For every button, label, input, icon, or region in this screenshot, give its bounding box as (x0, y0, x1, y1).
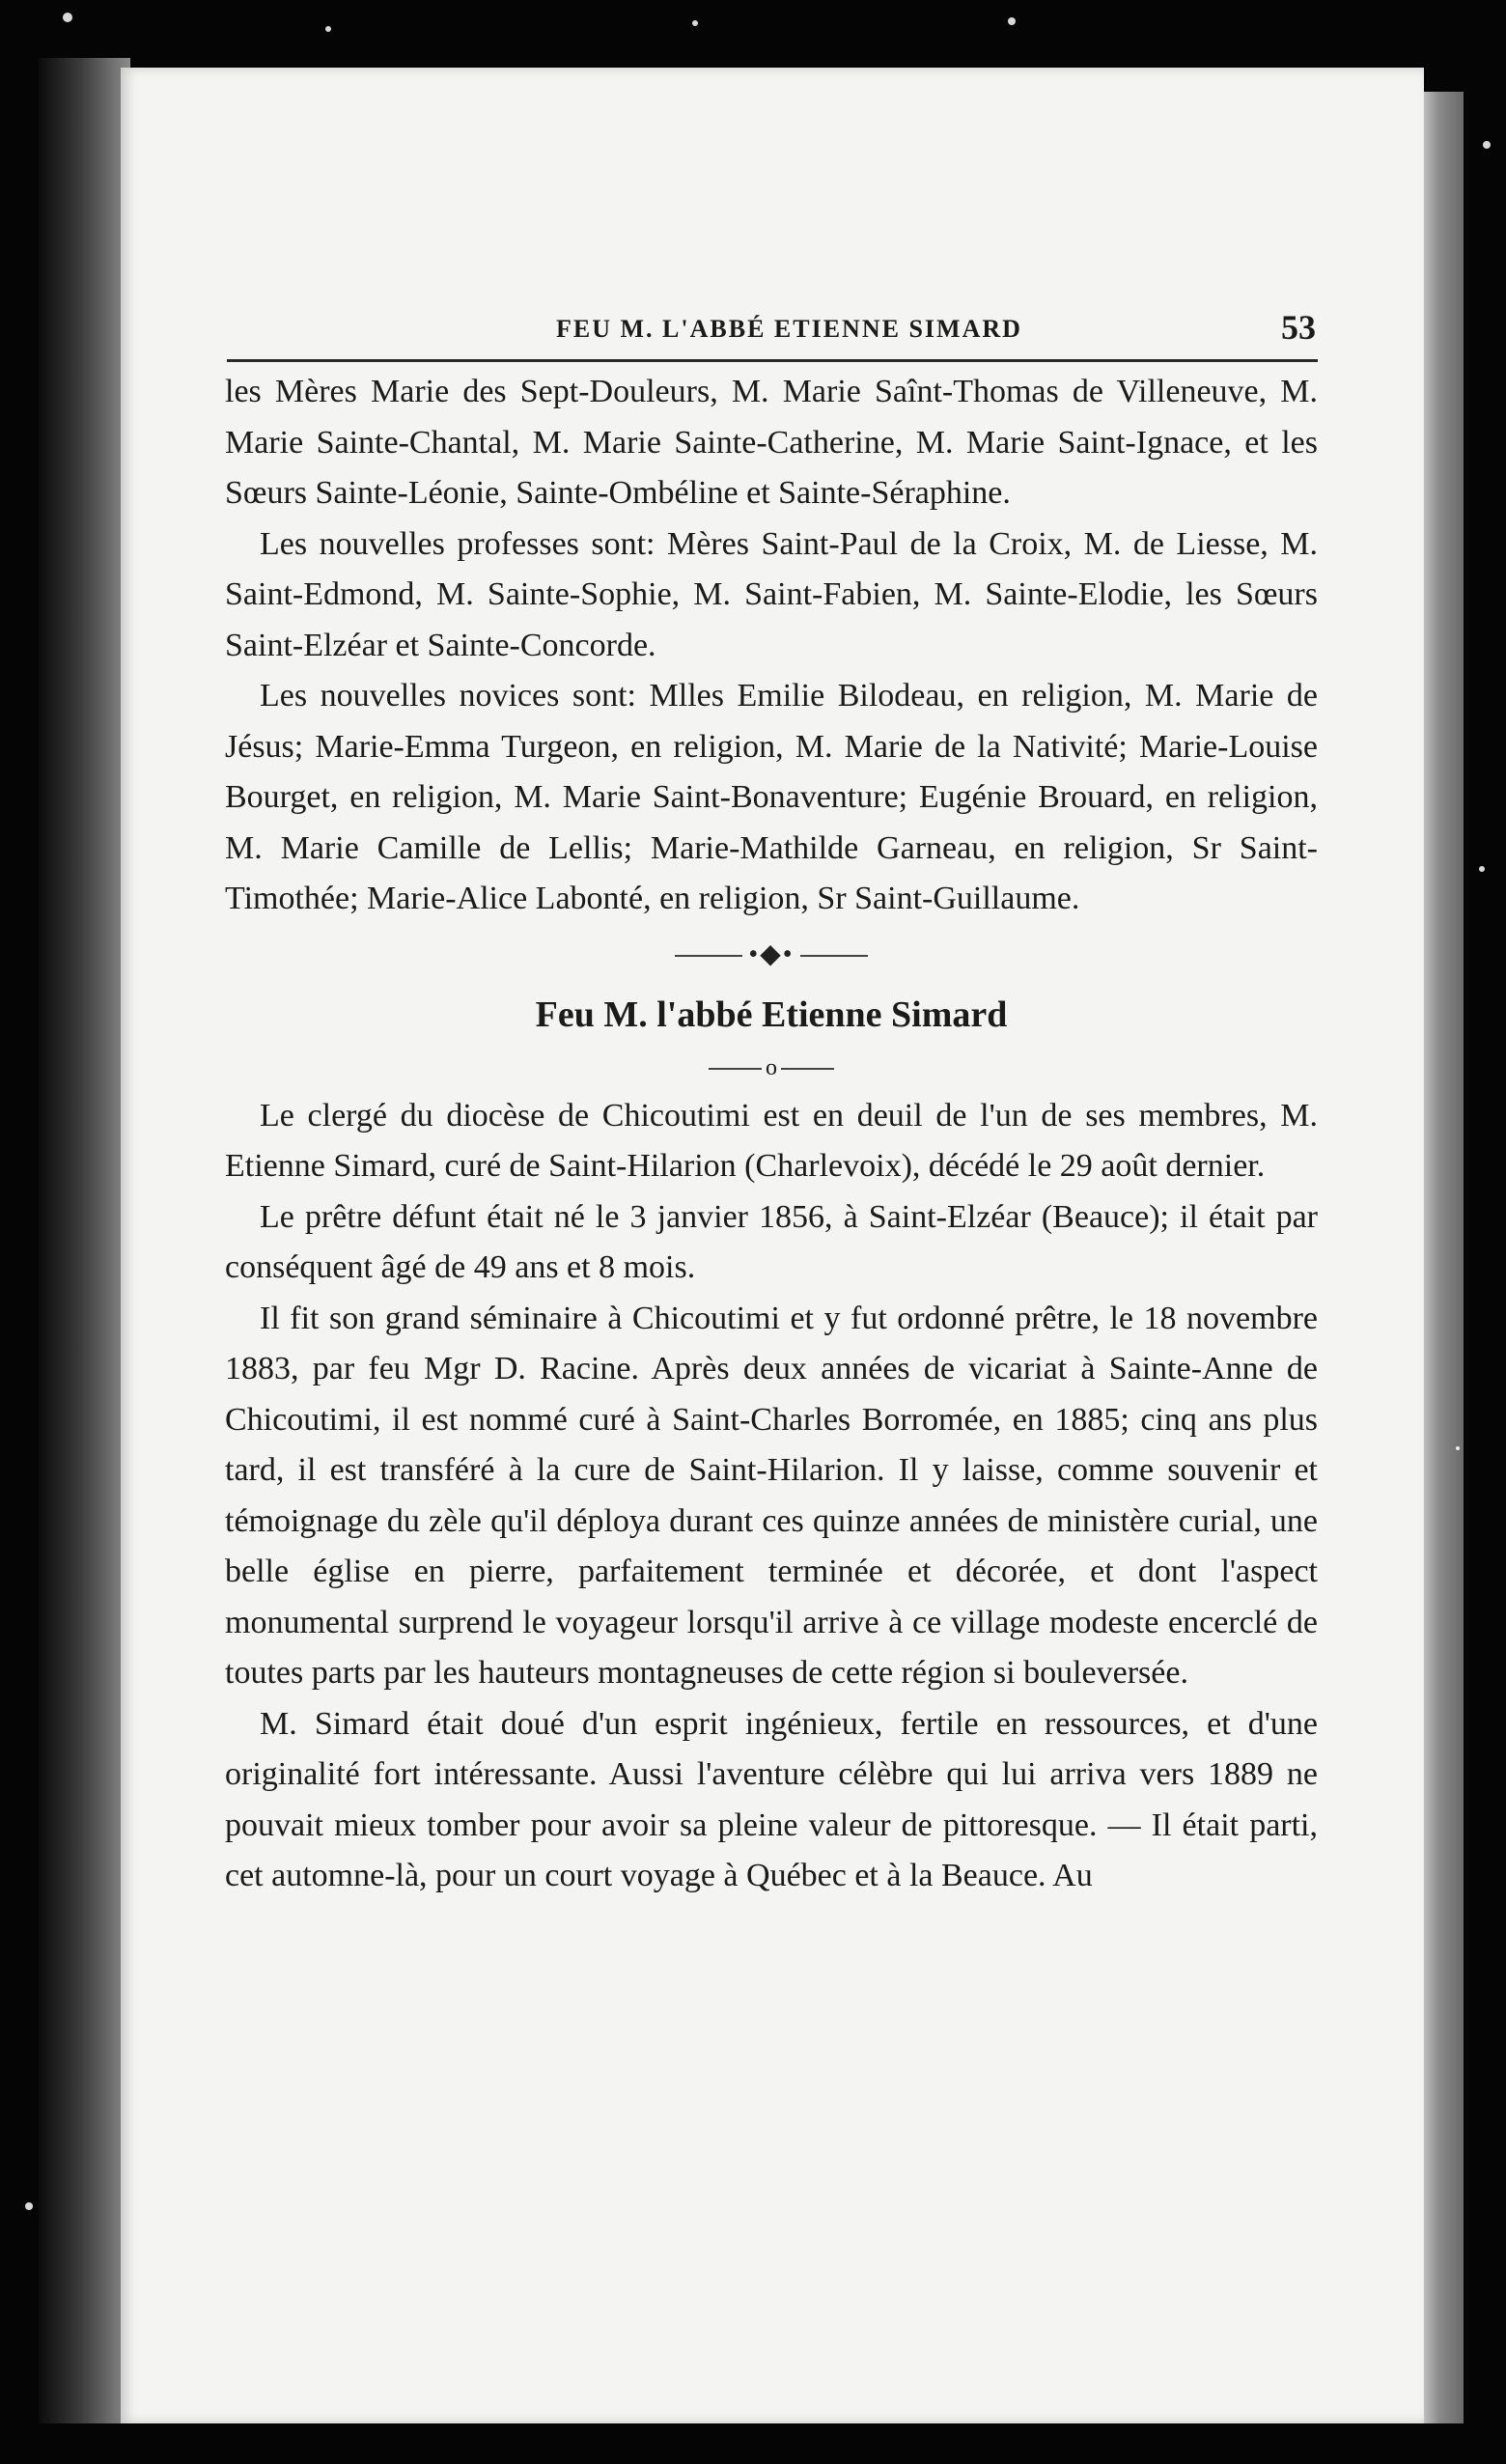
divider-rule-right (781, 1068, 834, 1070)
page-edge (1419, 92, 1464, 2423)
ornament-rule-left (675, 955, 742, 957)
section-title: Feu M. l'abbé Etienne Simard (535, 994, 1008, 1035)
section-ornament (225, 925, 1318, 985)
paragraph: Il fit son grand séminaire à Chicoutimi et y fut ordonné prêtre, le 18 novembre 1883, par feu Mgr D. Racine. Après deux années de vicariat à Sainte-Anne de Chicoutimi, il est nommé curé à Saint-Charles Borromée, en 1885; cinq ans plus tard, il est transféré à la cure de Saint-Hilarion. Il y laisse, comme souvenir et témoignage du zèle qu'il déploya durant ces quinze années de ministère curial, une belle église en pierre, parfaitement terminée et décorée, et dont l'aspect monumental surprend le voyageur lorsqu'il arrive à ce village modeste encerclé de toutes parts par les hauteurs montagneuses de cette région si bouleversée. (225, 1300, 1318, 1691)
ornament-rule-right (800, 955, 868, 957)
running-header (225, 299, 1316, 357)
header-rule (227, 359, 1318, 362)
page-number: 53 (1281, 308, 1316, 347)
title-divider (225, 1045, 1318, 1091)
divider-glyph: o (766, 1054, 777, 1080)
ornament-glyph: •◆• (748, 938, 795, 969)
paragraph: M. Simard était doué d'un esprit ingénieux, fertile en ressources, et d'une originalité fort intéressante. Aussi l'aventure célèbre qui lui arriva vers 1889 ne pouvait mieux tomber pour avoir sa pleine valeur de pittoresque. — Il était parti, cet automne-là, pour un court voyage à Québec et à la Beauce. Au (225, 1705, 1318, 1893)
paragraph: Le prêtre défunt était né le 3 janvier 1856, à Saint-Elzéar (Beauce); il était par conséquent âgé de 49 ans et 8 mois. (225, 1198, 1318, 1285)
paragraph: Le clergé du diocèse de Chicoutimi est en deuil de l'un de ses membres, M. Etienne Simard, curé de Saint-Hilarion (Charlevoix), décédé le 29 août dernier. (225, 1097, 1318, 1184)
divider-rule-left (709, 1068, 762, 1070)
paragraph: Les nouvelles novices sont: Mlles Emilie Bilodeau, en religion, M. Marie de Jésus; Marie-Emma Turgeon, en religion, M. Marie de la Nativité; Marie-Louise Bourget, en religion, M. Marie Saint-Bonaventure; Eugénie Brouard, en religion, M. Marie Camille de Lellis; Marie-Mathilde Garneau, en religion, Sr Saint-Timothée; Marie-Alice Labonté, en religion, Sr Saint-Guillaume. (225, 678, 1318, 916)
book-binding (39, 58, 130, 2423)
paragraph: Les nouvelles professes sont: Mères Saint-Paul de la Croix, M. de Liesse, M. Saint-Edmond, M. Sainte-Sophie, M. Saint-Fabien, M. Sainte-Elodie, les Sœurs Saint-Elzéar et Sainte-Concorde. (225, 525, 1318, 663)
paragraph: les Mères Marie des Sept-Douleurs, M. Marie Saînt-Thomas de Villeneuve, M. Marie Sainte-Chantal, M. Marie Sainte-Catherine, M. Marie Saint-Ignace, et les Sœurs Sainte-Léonie, Sainte-Ombéline et Sainte-Séraphine. (225, 374, 1318, 511)
running-title: FEU M. L'ABBÉ ETIENNE SIMARD (556, 315, 1022, 343)
page-paper (121, 68, 1424, 2423)
text-column (225, 367, 1318, 1902)
